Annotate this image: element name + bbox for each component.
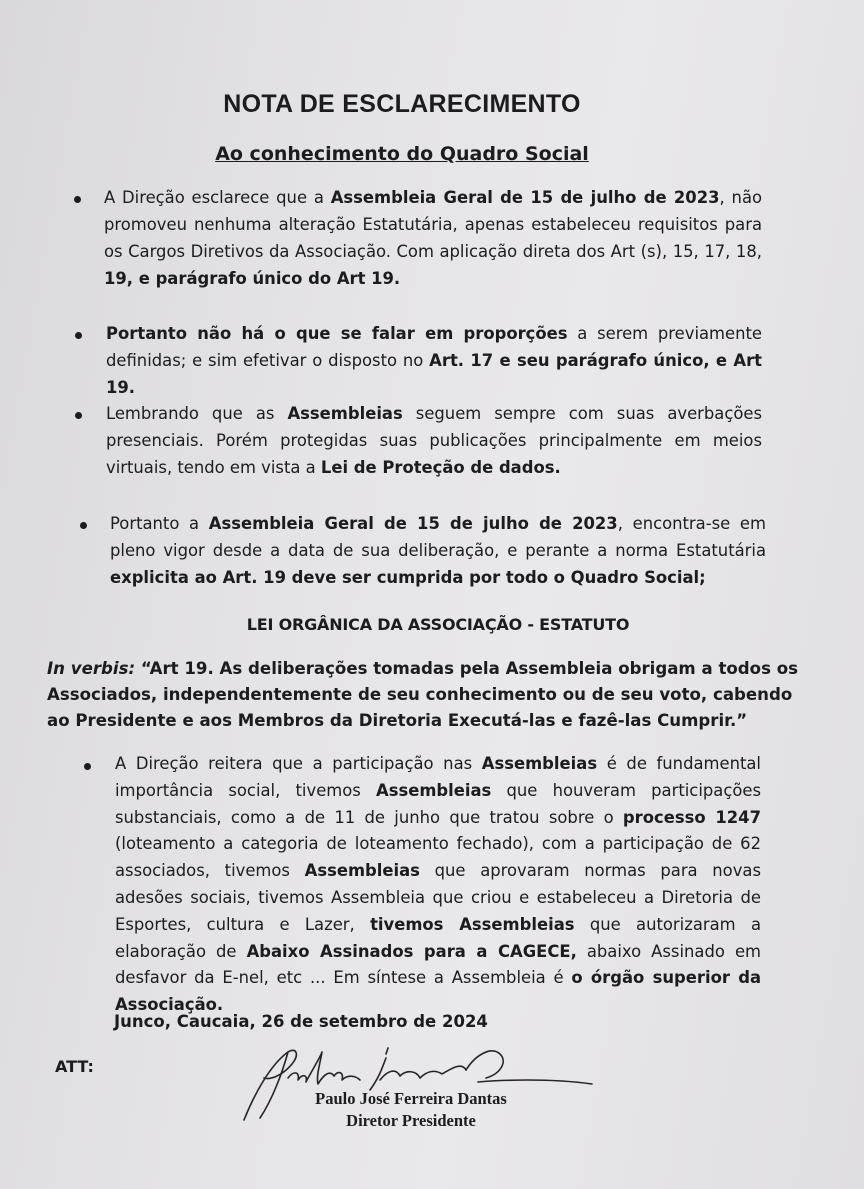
quote-text: “Art 19. As deliberações tomadas pela Assembleia obrigam a todos os Associados, independentemente de seu conhecimento ou de seu voto, cabendo ao Presidente e aos Membros da Diretoria Executá-las e fazê-las Cumprir.”: [47, 659, 798, 730]
bullet-text: A Direção reitera que a participação nas Assembleias é de fundamental importância social, tivemos Assembleias que houveram participações substanciais, como a de 11 de junho que tratou sobre o processo 1247 (loteamento a categoria de loteamento fechado), com a participação de 62 associados, tivemos Assembleias que aprovaram normas para novas adesões sociais, tivemos Assembleia que criou e estabeleceu a Diretoria de Esportes, cultura e Lazer, tivemos Assembleias que autorizaram a elaboração de Abaixo Assinados para a CAGECE, abaixo Assinado em desfavor da E-nel, etc ... Em síntese a Assembleia é o órgão superior da Associação.: [115, 754, 762, 1015]
bullet-dot-icon: [74, 196, 81, 203]
document-title: NOTA DE ESCLARECIMENTO: [223, 90, 581, 118]
bullet-item-2: [106, 320, 762, 401]
bullet-item-1: [104, 184, 762, 292]
bullet-item-5: [115, 751, 761, 1019]
bullet-item-4: [110, 510, 766, 591]
bullet-text: Portanto não há o que se falar em proporções a serem previamente definidas; e sim efetivar o disposto no Art. 17 e seu parágrafo único, e Art 19.: [106, 324, 763, 397]
bullet-dot-icon: [75, 332, 82, 339]
quote-lead: In verbis:: [47, 659, 136, 678]
section-heading: LEI ORGÂNICA DA ASSOCIAÇÃO - ESTATUTO: [246, 615, 630, 634]
signer-name: Paulo José Ferreira Dantas: [315, 1089, 507, 1108]
bullet-text: Portanto a Assembleia Geral de 15 de julho de 2023, encontra-se em pleno vigor desde a data de sua deliberação, e perante a norma Estatutária explicita ao Art. 19 deve ser cumprida por todo o Quadro Social;: [110, 514, 766, 587]
document-date: Junco, Caucaia, 26 de setembro de 2024: [114, 1012, 488, 1031]
signer-role: Diretor Presidente: [346, 1111, 476, 1130]
signer-block: [296, 1088, 526, 1132]
bullet-text: Lembrando que as Assembleias seguem sempre com suas averbações presenciais. Porém protegidas suas publicações principalmente em meios virtuais, tendo em vista a Lei de Proteção de dados.: [106, 404, 763, 477]
bullet-dot-icon: [75, 412, 82, 419]
att-label: ATT:: [55, 1057, 94, 1076]
bullet-dot-icon: [84, 763, 91, 770]
bullet-dot-icon: [80, 522, 87, 529]
statute-quote: [47, 656, 817, 734]
document-subtitle: Ao conhecimento do Quadro Social: [215, 143, 589, 165]
bullet-item-3: [106, 400, 762, 481]
bullet-text: A Direção esclarece que a Assembleia Geral de 15 de julho de 2023, não promoveu nenhuma alteração Estatutária, apenas estabeleceu requisitos para os Cargos Diretivos da Associação. Com aplicação direta dos Art (s), 15, 17, 18, 19, e parágrafo único do Art 19.: [104, 188, 763, 288]
